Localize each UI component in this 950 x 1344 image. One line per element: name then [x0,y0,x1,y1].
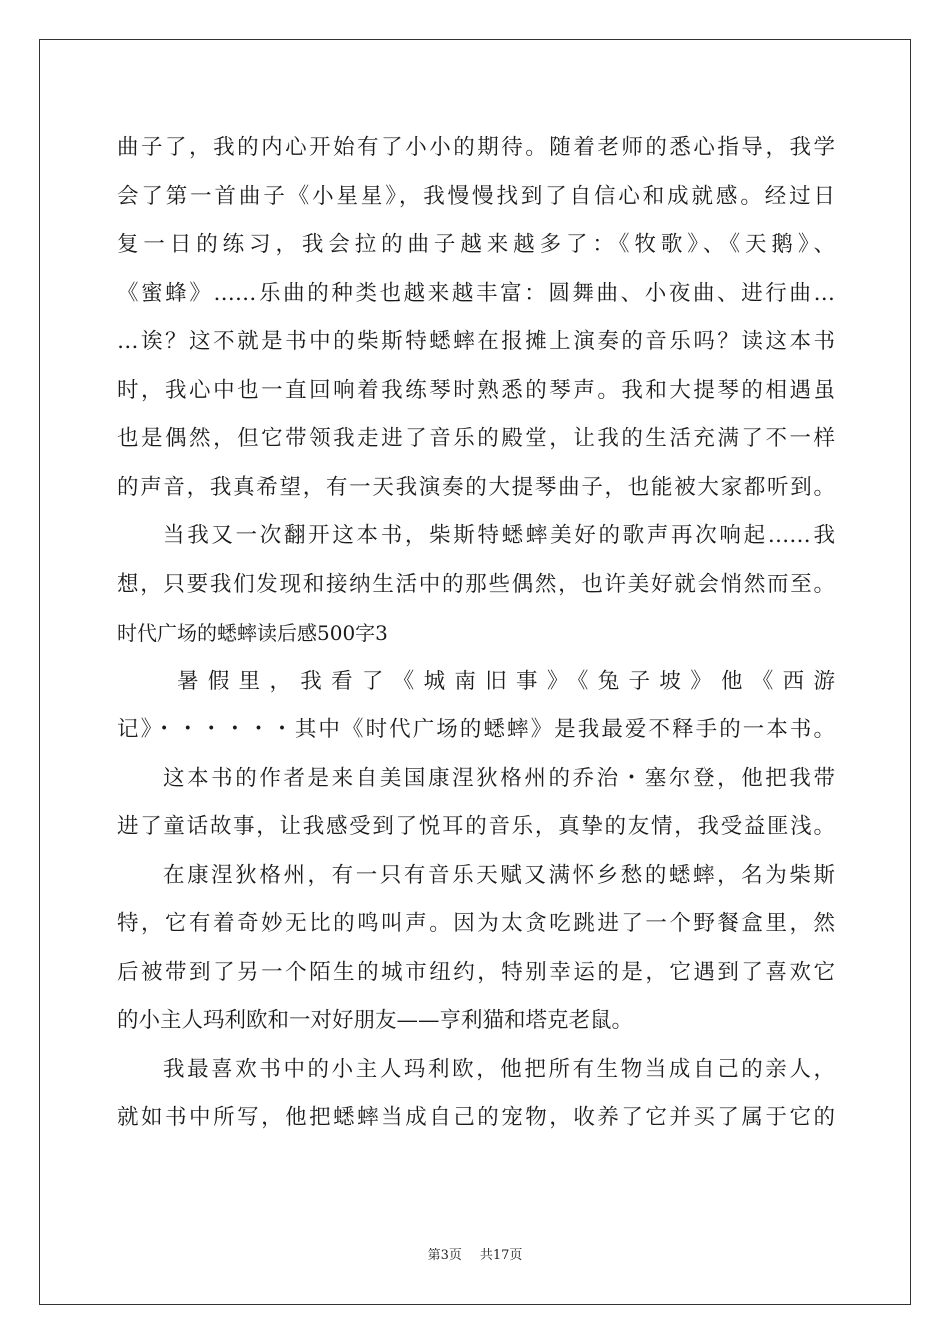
page-footer [0,1244,950,1263]
text-line: 的小主人玛利欧和一对好朋友——亨利猫和塔克老鼠。 [117,1008,634,1033]
text-line: 我最喜欢书中的小主人玛利欧，他把所有生物当成自己的亲人， [163,1056,835,1082]
text-line: 的声音，我真希望，有一天我演奏的大提琴曲子，也能被大家都听到。 [117,474,835,500]
text-line: 后被带到了另一个陌生的城市纽约，特别幸运的是，它遇到了喜欢它 [117,959,835,985]
text-line: 当我又一次翻开这本书，柴斯特蟋蟀美好的歌声再次响起……我 [163,523,835,548]
text-line: 复一日的练习，我会拉的曲子越来越多了：《牧歌》、《天鹅》、 [117,232,835,257]
section-heading: 时代广场的蟋蟀读后感500字3 [117,621,388,645]
text-line: 在康涅狄格州，有一只有音乐天赋又满怀乡愁的蟋蟀，名为柴斯 [163,862,835,888]
text-line: 就如书中所写，他把蟋蟀当成自己的宠物，收养了它并买了属于它的 [117,1105,835,1130]
document-body [117,124,835,1143]
text-line: 记》・・・・・・其中《时代广场的蟋蟀》是我最爱不释手的一本书。 [117,717,835,742]
text-line: 这本书的作者是来自美国康涅狄格州的乔治・塞尔登，他把我带 [163,765,835,791]
page-number: 第3页 [427,1248,462,1263]
text-line: 想，只要我们发现和接纳生活中的那些偶然，也许美好就会悄然而至。 [117,571,835,597]
text-line: 暑假里，我看了《城南旧事》《兔子坡》他《西游 [177,668,835,694]
text-line: 会了第一首曲子《小星星》，我慢慢找到了自信心和成就感。经过日 [117,183,835,209]
text-line: 时，我心中也一直回响着我练琴时熟悉的琴声。我和大提琴的相遇虽 [117,377,835,403]
text-line: 进了童话故事，让我感受到了悦耳的音乐，真挚的友情，我受益匪浅。 [117,814,835,839]
text-line: 曲子了，我的内心开始有了小小的期待。随着老师的悉心指导，我学 [117,135,835,160]
text-line: 《蜜蜂》……乐曲的种类也越来越丰富：圆舞曲、小夜曲、进行曲… [117,280,835,306]
text-line: 也是偶然，但它带领我走进了音乐的殿堂，让我的生活充满了不一样 [117,426,835,451]
text-line: 特，它有着奇妙无比的鸣叫声。因为太贪吃跳进了一个野餐盒里，然 [117,911,835,936]
text-line: …诶？这不就是书中的柴斯特蟋蟀在报摊上演奏的音乐吗？读这本书 [117,329,835,354]
page-total: 共17页 [479,1248,523,1263]
